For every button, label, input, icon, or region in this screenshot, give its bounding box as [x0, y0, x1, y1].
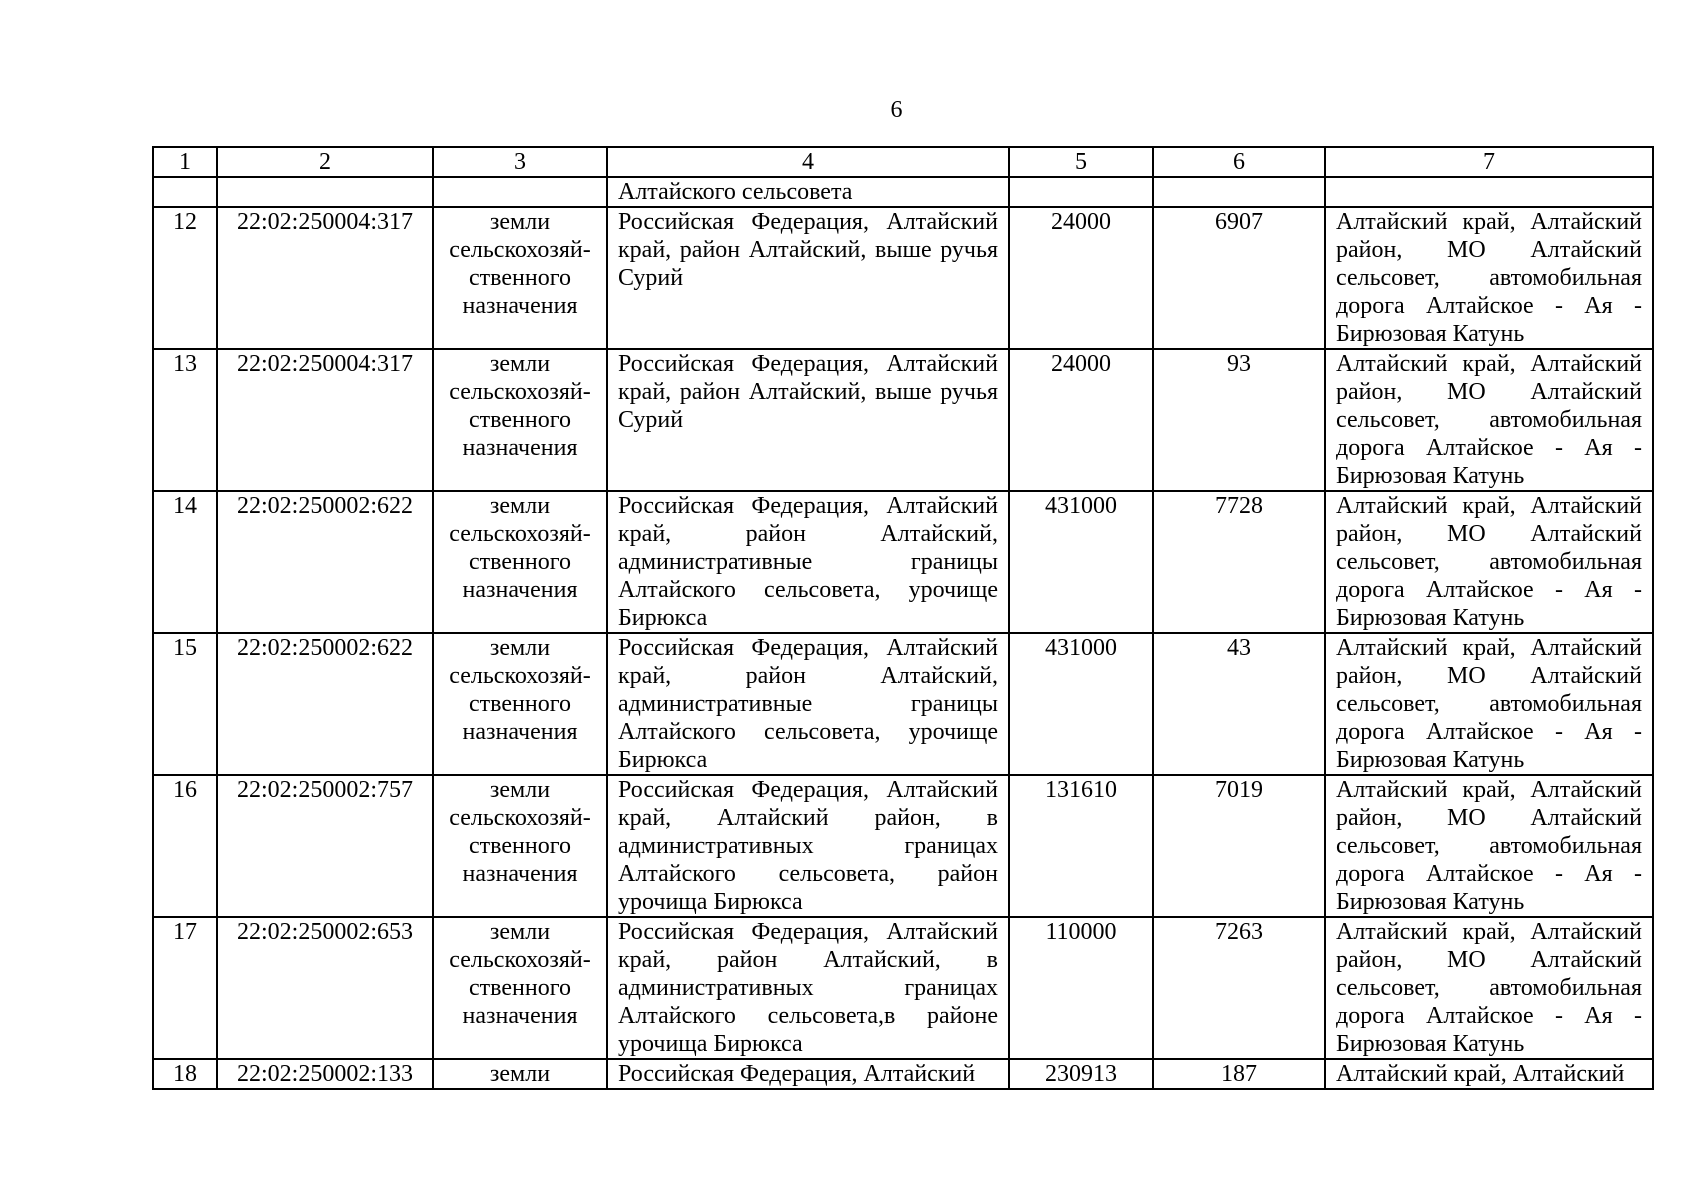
column-number: 3: [433, 147, 607, 177]
column-number-row: [153, 147, 1653, 177]
object-address: Алтайский край, Алтайский район, МО Алтайский сельсовет, автомобильная дорога Алтайское - Ая - Бирюзовая Катунь: [1325, 775, 1653, 917]
column-6-value: 7019: [1153, 775, 1325, 917]
column-5-value: 230913: [1009, 1059, 1153, 1089]
column-6-value: 187: [1153, 1059, 1325, 1089]
object-address: Алтайский край, Алтайский район, МО Алтайский сельсовет, автомобильная дорога Алтайское - Ая - Бирюзовая Катунь: [1325, 633, 1653, 775]
cadastral-number: 22:02:250002:622: [217, 633, 433, 775]
table-row: [153, 207, 1653, 349]
column-5-value: 131610: [1009, 775, 1153, 917]
continuation-cell: [1325, 177, 1653, 207]
location: Российская Федерация, Алтайский край, район Алтайский, административные границы Алтайского сельсовета, урочище Бирюкса: [607, 491, 1009, 633]
continuation-cell: [1009, 177, 1153, 207]
location: Российская Федерация, Алтайский край, район Алтайский, административные границы Алтайского сельсовета, урочище Бирюкса: [607, 633, 1009, 775]
column-5-value: 431000: [1009, 633, 1153, 775]
continuation-cell: [153, 177, 217, 207]
land-category: земли сельскохозяй-ственного назначения: [433, 917, 607, 1059]
row-number: 18: [153, 1059, 217, 1089]
row-number: 17: [153, 917, 217, 1059]
column-6-value: 7728: [1153, 491, 1325, 633]
table-row: [153, 917, 1653, 1059]
land-category: земли сельскохозяй-ственного назначения: [433, 349, 607, 491]
object-address: Алтайский край, Алтайский: [1325, 1059, 1653, 1089]
continuation-cell: [433, 177, 607, 207]
table-row: [153, 349, 1653, 491]
column-6-value: 93: [1153, 349, 1325, 491]
row-number: 14: [153, 491, 217, 633]
cadastral-number: 22:02:250004:317: [217, 349, 433, 491]
column-5-value: 110000: [1009, 917, 1153, 1059]
continuation-cell: [217, 177, 433, 207]
column-number: 1: [153, 147, 217, 177]
row-number: 13: [153, 349, 217, 491]
row-number: 12: [153, 207, 217, 349]
cadastral-number: 22:02:250002:622: [217, 491, 433, 633]
table-row: [153, 491, 1653, 633]
continuation-row: [153, 177, 1653, 207]
row-number: 15: [153, 633, 217, 775]
column-number: 6: [1153, 147, 1325, 177]
column-number: 7: [1325, 147, 1653, 177]
location: Российская Федерация, Алтайский край, район Алтайский, в административных границах Алтайского сельсовета,в районе урочища Бирюкса: [607, 917, 1009, 1059]
cadastral-number: 22:02:250002:653: [217, 917, 433, 1059]
column-number: 5: [1009, 147, 1153, 177]
land-plots-table: [152, 146, 1654, 1090]
column-number: 4: [607, 147, 1009, 177]
column-number: 2: [217, 147, 433, 177]
continuation-cell: Алтайского сельсовета: [607, 177, 1009, 207]
column-5-value: 24000: [1009, 207, 1153, 349]
object-address: Алтайский край, Алтайский район, МО Алтайский сельсовет, автомобильная дорога Алтайское - Ая - Бирюзовая Катунь: [1325, 207, 1653, 349]
location: Российская Федерация, Алтайский: [607, 1059, 1009, 1089]
table-row: [153, 775, 1653, 917]
land-category: земли сельскохозяй-ственного назначения: [433, 491, 607, 633]
column-5-value: 24000: [1009, 349, 1153, 491]
page-number: 6: [890, 97, 903, 123]
land-category: земли: [433, 1059, 607, 1089]
land-category: земли сельскохозяй-ственного назначения: [433, 207, 607, 349]
location: Российская Федерация, Алтайский край, район Алтайский, выше ручья Сурий: [607, 207, 1009, 349]
land-category: земли сельскохозяй-ственного назначения: [433, 775, 607, 917]
column-6-value: 7263: [1153, 917, 1325, 1059]
cadastral-number: 22:02:250002:133: [217, 1059, 433, 1089]
object-address: Алтайский край, Алтайский район, МО Алтайский сельсовет, автомобильная дорога Алтайское - Ая - Бирюзовая Катунь: [1325, 491, 1653, 633]
table-row: [153, 633, 1653, 775]
land-category: земли сельскохозяй-ственного назначения: [433, 633, 607, 775]
location: Российская Федерация, Алтайский край, Алтайский район, в административных границах Алтайского сельсовета, район урочища Бирюкса: [607, 775, 1009, 917]
location: Российская Федерация, Алтайский край, район Алтайский, выше ручья Сурий: [607, 349, 1009, 491]
cadastral-number: 22:02:250002:757: [217, 775, 433, 917]
object-address: Алтайский край, Алтайский район, МО Алтайский сельсовет, автомобильная дорога Алтайское - Ая - Бирюзовая Катунь: [1325, 349, 1653, 491]
table-row-partial: [153, 1059, 1653, 1089]
continuation-cell: [1153, 177, 1325, 207]
column-6-value: 43: [1153, 633, 1325, 775]
cadastral-number: 22:02:250004:317: [217, 207, 433, 349]
column-6-value: 6907: [1153, 207, 1325, 349]
row-number: 16: [153, 775, 217, 917]
object-address: Алтайский край, Алтайский район, МО Алтайский сельсовет, автомобильная дорога Алтайское - Ая - Бирюзовая Катунь: [1325, 917, 1653, 1059]
column-5-value: 431000: [1009, 491, 1153, 633]
